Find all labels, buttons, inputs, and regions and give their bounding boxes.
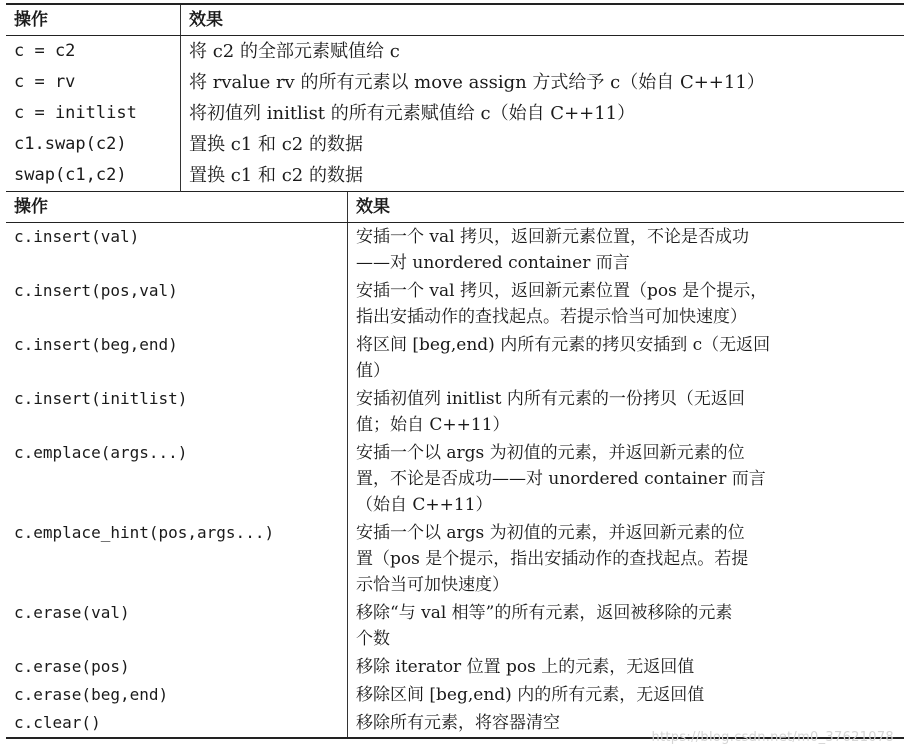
operation-cell: c.insert(initlist): [6, 385, 348, 439]
table-row: [6, 98, 904, 129]
table-row: [6, 67, 904, 98]
effect-cell: [348, 519, 905, 599]
table-row: [6, 653, 904, 681]
header-effect: 效果: [348, 192, 905, 223]
effect-line: 安插一个 val 拷贝，返回新元素位置，不论是否成功: [356, 227, 749, 247]
effect-line: 将区间 [beg,end) 内所有元素的拷贝安插到 c（无返回: [356, 335, 771, 355]
assignment-swap-table: [6, 3, 904, 192]
watermark: https://blog.csdn.net/m0_37621078: [651, 730, 894, 745]
effect-line: 置，不论是否成功——对 unordered container 而言: [356, 469, 766, 489]
effect-line: 移除 iterator 位置 pos 上的元素，无返回值: [356, 657, 695, 677]
table-header-row: [6, 4, 904, 36]
effect-line: 指出安插动作的查找起点。若提示恰当可加快速度）: [356, 307, 747, 327]
effect-line: 移除所有元素，将容器清空: [356, 713, 560, 733]
table-row: [6, 439, 904, 519]
table-row: [6, 36, 904, 68]
effect-line: 个数: [356, 629, 390, 649]
effect-line: 安插初值列 initlist 内所有元素的一份拷贝（无返回: [356, 389, 745, 409]
effect-cell: 置换 c1 和 c2 的数据: [189, 134, 363, 155]
table-row: [6, 277, 904, 331]
effect-line: 移除“与 val 相等”的所有元素，返回被移除的元素: [356, 603, 733, 623]
operation-cell: c1.swap(c2): [6, 129, 181, 160]
effect-cell: 置换 c1 和 c2 的数据: [189, 165, 363, 186]
table-row: [6, 223, 904, 278]
effect-cell: 将 c2 的全部元素赋值给 c: [189, 41, 400, 62]
effect-line: 值）: [356, 361, 390, 381]
operation-cell: c.emplace_hint(pos,args...): [6, 519, 348, 599]
operation-cell: c.insert(pos,val): [6, 277, 348, 331]
operation-cell: c.emplace(args...): [6, 439, 348, 519]
table-header-row: [6, 192, 904, 223]
header-operation: 操作: [6, 4, 181, 36]
operation-cell: swap(c1,c2): [6, 160, 181, 192]
effect-cell: [348, 277, 905, 331]
table-row: [6, 385, 904, 439]
effect-line: 安插一个以 args 为初值的元素，并返回新元素的位: [356, 523, 745, 543]
operation-cell: c.clear(): [6, 709, 348, 738]
table-row: [6, 129, 904, 160]
operation-cell: c = rv: [6, 67, 181, 98]
header-operation: 操作: [6, 192, 348, 223]
effect-cell: [348, 331, 905, 385]
effect-line: （始自 C++11）: [356, 495, 493, 515]
operation-cell: c.insert(val): [6, 223, 348, 278]
effect-line: 值；始自 C++11）: [356, 415, 510, 435]
effect-line: 移除区间 [beg,end) 内的所有元素，无返回值: [356, 685, 705, 705]
table-row: [6, 331, 904, 385]
operation-cell: c.erase(beg,end): [6, 681, 348, 709]
table-row: [6, 599, 904, 653]
effect-line: 示恰当可加快速度）: [356, 575, 509, 595]
effect-cell: 将 rvalue rv 的所有元素以 move assign 方式给予 c（始自 C++11）: [189, 72, 765, 93]
operation-cell: c.erase(pos): [6, 653, 348, 681]
operation-cell: c.erase(val): [6, 599, 348, 653]
header-effect: 效果: [181, 4, 905, 36]
table-row: [6, 681, 904, 709]
effect-cell: [348, 681, 905, 709]
effect-line: 安插一个以 args 为初值的元素，并返回新元素的位: [356, 443, 745, 463]
operation-cell: c = initlist: [6, 98, 181, 129]
table-row: [6, 519, 904, 599]
table-row: [6, 160, 904, 192]
effect-cell: [348, 385, 905, 439]
insert-remove-table: [6, 192, 904, 739]
effect-line: 置（pos 是个提示，指出安插动作的查找起点。若提: [356, 549, 749, 569]
effect-cell: [348, 653, 905, 681]
effect-cell: [348, 223, 905, 278]
effect-cell: 将初值列 initlist 的所有元素赋值给 c（始自 C++11）: [189, 103, 636, 124]
effect-line: ——对 unordered container 而言: [356, 253, 630, 273]
operation-cell: c = c2: [6, 36, 181, 68]
effect-line: 安插一个 val 拷贝，返回新元素位置（pos 是个提示，: [356, 281, 768, 301]
effect-cell: [348, 439, 905, 519]
operation-cell: c.insert(beg,end): [6, 331, 348, 385]
effect-cell: [348, 599, 905, 653]
